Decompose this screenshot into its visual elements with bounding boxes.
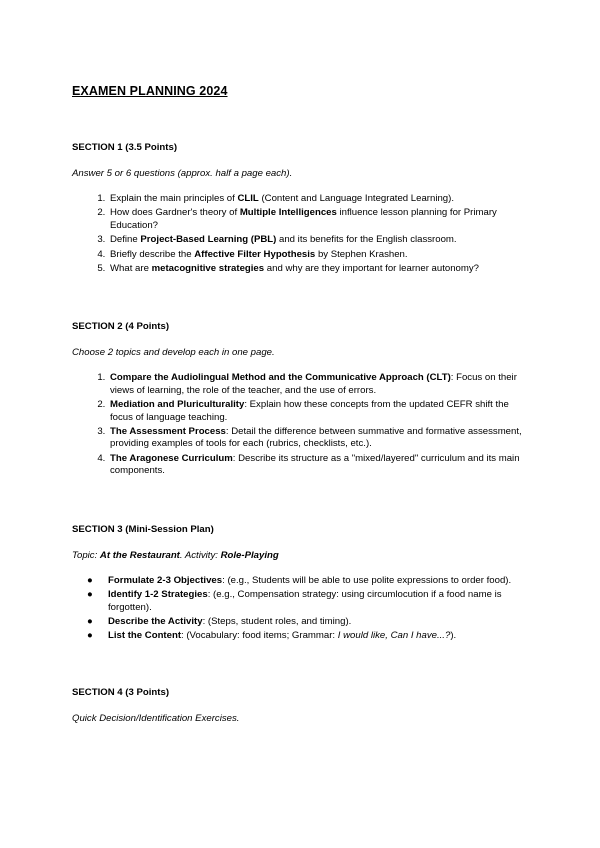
section-4	[72, 687, 530, 724]
section-1-heading: SECTION 1 (3.5 Points)	[72, 142, 178, 153]
bullet-icon: ●	[87, 615, 93, 627]
bullet-icon: ●	[87, 630, 93, 642]
section-3-task-list	[72, 575, 530, 643]
section-2-instruction: Choose 2 topics and develop each in one page.	[72, 347, 275, 359]
list-item: ● Describe the Activity: (Steps, student roles, and timing).	[87, 615, 352, 627]
list-item: 3. The Assessment Process: Detail the difference between summative and formative assessment, providing examples of tools for each (rubrics, checklists, etc.).	[108, 426, 530, 451]
list-item: 1. Compare the Audiolingual Method and the Communicative Approach (CLT): Focus on their views of learning, the role of the teacher, and the use of errors.	[108, 372, 530, 397]
section-2-heading: SECTION 2 (4 Points)	[72, 321, 170, 333]
section-3	[72, 524, 530, 643]
list-item: 1. Explain the main principles of CLIL (Content and Language Integrated Learning).	[108, 193, 530, 205]
section-1	[72, 142, 530, 275]
section-2-topic-list	[72, 372, 530, 477]
list-item: 2. How does Gardner's theory of Multiple Intelligences influence lesson planning for Primary Education?	[108, 207, 530, 232]
section-4-heading: SECTION 4 (3 Points)	[72, 686, 170, 698]
section-4-instruction: Quick Decision/Identification Exercises.	[72, 712, 240, 724]
list-item: 2. Mediation and Pluriculturality: Explain how these concepts from the updated CEFR shift the focus of language teaching.	[108, 399, 530, 424]
section-2	[72, 321, 530, 477]
list-item: 4. Briefly describe the Affective Filter Hypothesis by Stephen Krashen.	[108, 249, 530, 261]
list-item: ● List the Content: (Vocabulary: food items; Grammar: I would like, Can I have...?).	[87, 630, 457, 642]
section-1-instruction: Answer 5 or 6 questions (approx. half a page each).	[72, 168, 293, 179]
document-title: EXAMEN PLANNING 2024	[72, 84, 228, 98]
list-item: 5. What are metacognitive strategies and why are they important for learner autonomy?	[108, 263, 530, 275]
section-3-topic-line: Topic: At the Restaurant. Activity: Role-Playing	[72, 549, 279, 561]
section-3-heading: SECTION 3 (Mini-Session Plan)	[72, 523, 214, 535]
list-item: ● Formulate 2-3 Objectives: (e.g., Students will be able to use polite expressions to order food).	[87, 574, 512, 586]
bullet-icon: ●	[87, 574, 93, 586]
bullet-icon: ●	[87, 589, 93, 601]
list-item: 4. The Aragonese Curriculum: Describe its structure as a "mixed/layered" curriculum and its main components.	[108, 453, 530, 478]
section-1-question-list	[72, 193, 530, 275]
list-item: 3. Define Project-Based Learning (PBL) and its benefits for the English classroom.	[108, 234, 530, 246]
list-item: ● Identify 1-2 Strategies: (e.g., Compensation strategy: using circumlocution if a food name is forgotten).	[87, 589, 502, 613]
